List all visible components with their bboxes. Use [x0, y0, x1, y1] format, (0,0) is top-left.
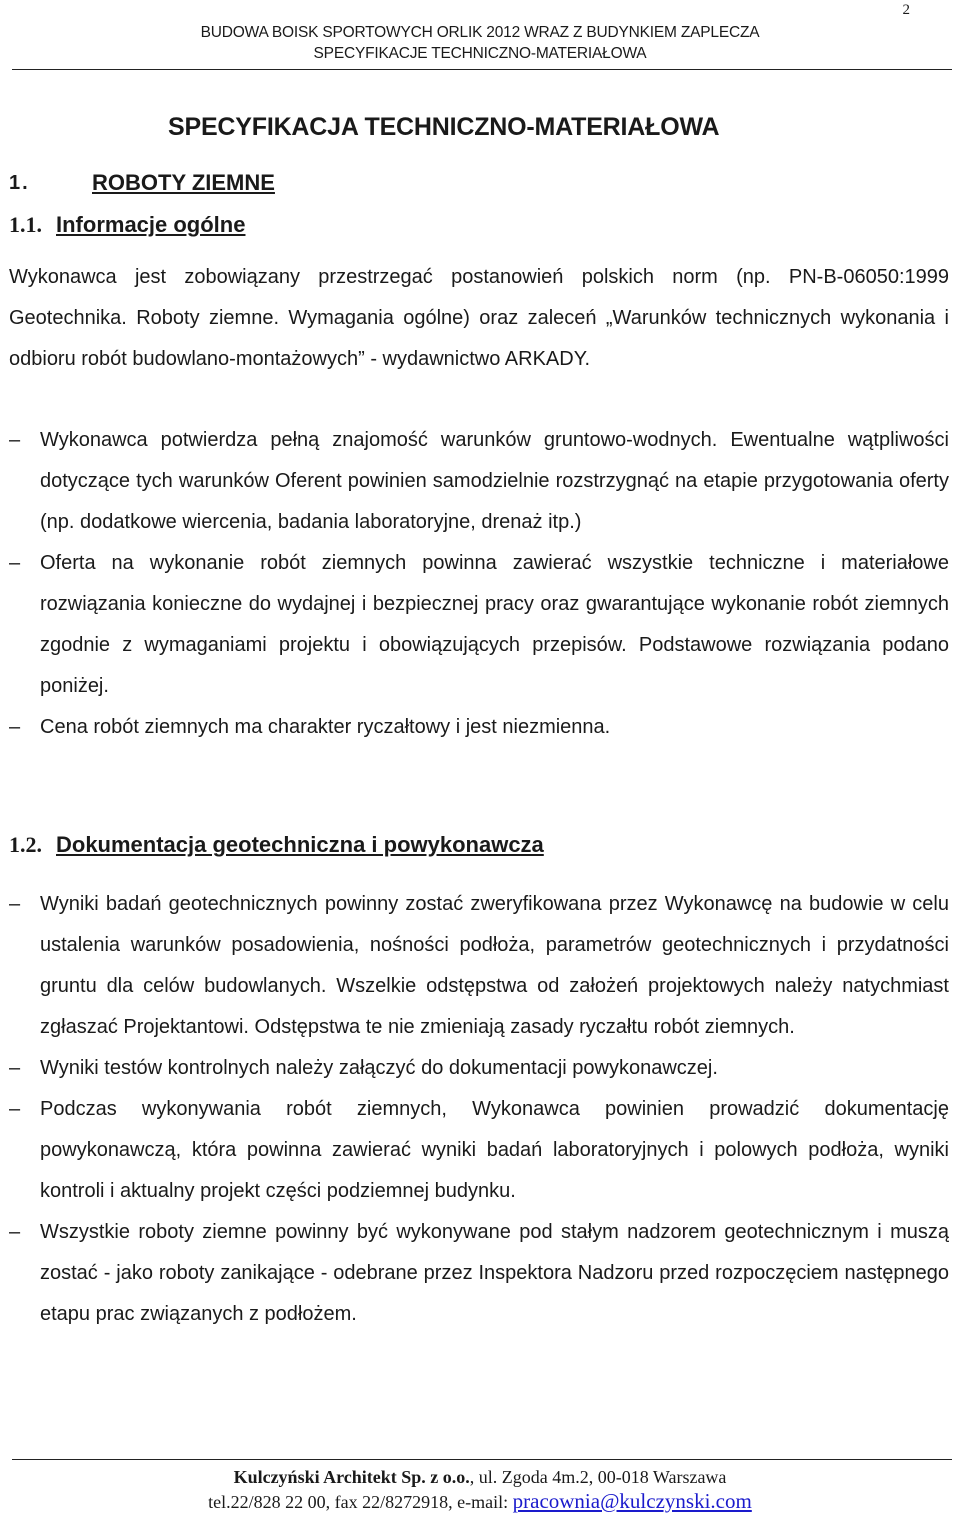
page-number: 2 — [902, 2, 910, 18]
list-item-text: Oferta na wykonanie robót ziemnych powinna zawierać wszystkie techniczne i materiałowe rozwiązania konieczne do wydajnej i bezpiecznej pracy oraz gwarantujące wykonanie robót ziemnych zgodnie z wymaganiami projektu i obowiązujących przepisów. Podstawowe rozwiązania podano poniżej. — [40, 552, 949, 697]
section-heading-roboty-ziemne: ROBOTY ZIEMNE — [92, 170, 275, 195]
footer-divider — [12, 1459, 952, 1460]
dash-bullet-icon: – — [9, 552, 21, 574]
subsection-title: Informacje ogólne — [56, 212, 246, 237]
bullet-list-1-1 — [9, 420, 949, 748]
subsection-heading-1-2 — [9, 832, 544, 858]
dash-bullet-icon: – — [9, 716, 21, 738]
list-item-text: Wyniki testów kontrolnych należy załączyć do dokumentacji powykonawczej. — [40, 1057, 718, 1079]
footer-address: , ul. Zgoda 4m.2, 00-018 Warszawa — [469, 1467, 727, 1487]
list-item-text: Cena robót ziemnych ma charakter ryczałtowy i jest niezmienna. — [40, 716, 611, 738]
footer-email-link[interactable]: pracownia@kulczynski.com — [512, 1489, 752, 1513]
section-number-glyph: 1. — [9, 172, 30, 194]
intro-paragraph: Wykonawca jest zobowiązany przestrzegać postanowień polskich norm (np. PN-B-06050:1999 Geotechnika. Roboty ziemne. Wymagania ogólne) oraz zaleceń „Warunków technicznych wykonania i odbioru robót budowlano-montażowych” - wydawnictwo ARKADY. — [9, 266, 949, 370]
header-project-title: BUDOWA BOISK SPORTOWYCH ORLIK 2012 WRAZ Z BUDYNKIEM ZAPLECZA — [200, 24, 760, 41]
dash-bullet-icon: – — [9, 1221, 21, 1243]
footer-company-name: Kulczyński Architekt Sp. z o.o. — [233, 1467, 470, 1487]
footer-phone-fax: tel.22/828 22 00, fax 22/8272918, e-mail: — [208, 1492, 513, 1512]
list-item — [9, 1048, 949, 1089]
list-item — [9, 543, 949, 707]
dash-bullet-icon: – — [9, 429, 21, 451]
list-item — [9, 1089, 949, 1212]
page-title: SPECYFIKACJA TECHNICZNO-MATERIAŁOWA — [168, 113, 720, 141]
dash-bullet-icon: – — [9, 1057, 21, 1079]
document-header — [0, 22, 960, 64]
subsection-title: Dokumentacja geotechniczna i powykonawcza — [56, 832, 544, 857]
list-item-text: Wszystkie roboty ziemne powinny być wykonywane pod stałym nadzorem geotechnicznym i muszą zostać - jako roboty zanikające - odebrane przez Inspektora Nadzoru przed rozpoczęciem następnego etapu prac związanych z podłożem. — [40, 1221, 949, 1325]
footer-contact-line — [0, 1489, 960, 1514]
header-document-type: SPECYFIKACJE TECHNICZNO-MATERIAŁOWA — [313, 45, 647, 62]
document-footer — [0, 1465, 960, 1514]
dash-bullet-icon: – — [9, 1098, 21, 1120]
header-divider — [12, 69, 952, 70]
subsection-number: 1.1. — [9, 212, 42, 237]
subsection-heading-1-1 — [9, 212, 245, 238]
list-item — [9, 884, 949, 1048]
footer-company-line — [0, 1465, 960, 1489]
list-item — [9, 1212, 949, 1335]
bullet-list-1-2 — [9, 884, 949, 1335]
list-item — [9, 420, 949, 543]
list-item-text: Wykonawca potwierdza pełną znajomość warunków gruntowo-wodnych. Ewentualne wątpliwości dotyczące tych warunków Oferent powinien samodzielnie rozstrzygnąć na etapie przygotowania oferty (np. dodatkowe wiercenia, badania laboratoryjne, drenaż itp.) — [40, 429, 949, 533]
list-item — [9, 707, 949, 748]
list-item-text: Podczas wykonywania robót ziemnych, Wykonawca powinien prowadzić dokumentację powykonawczą, która powinna zawierać wyniki badań laboratoryjnych i polowych podłoża, wyniki kontroli i aktualny projekt części podziemnej budynku. — [40, 1098, 949, 1202]
dash-bullet-icon: – — [9, 893, 21, 915]
subsection-number: 1.2. — [9, 832, 42, 857]
list-item-text: Wyniki badań geotechnicznych powinny zostać zweryfikowana przez Wykonawcę na budowie w celu ustalenia warunków posadowienia, nośności podłoża, parametrów geotechnicznych i przydatności gruntu dla celów budowlanych. Wszelkie odstępstwa od założeń projektowych należy natychmiast zgłaszać Projektantowi. Odstępstwa te nie zmieniają zasady ryczałtu robót ziemnych. — [40, 893, 949, 1038]
